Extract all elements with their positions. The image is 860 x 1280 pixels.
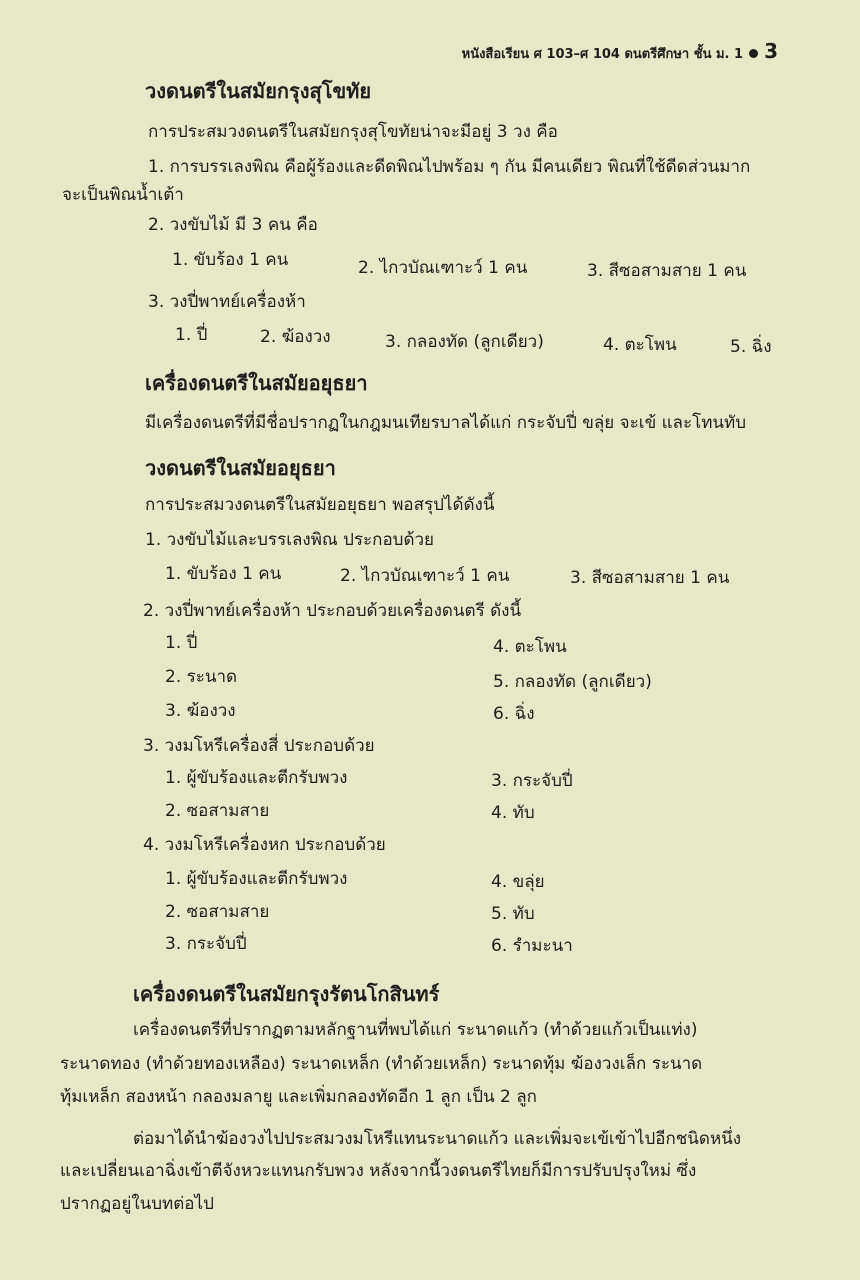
list-item: 3. ฆ้องวง (165, 701, 236, 721)
list-item: 6. ฉิ่ง (493, 704, 535, 724)
list-item: 3. กระจับปี่ (491, 771, 573, 791)
list-item: 3. วงมโหรีเครื่องสี่ ประกอบด้วย (143, 736, 375, 756)
list-item: 4. ตะโพน (603, 335, 677, 355)
list-item: 4. ขลุ่ย (491, 872, 545, 892)
list-item: 4. ตะโพน (493, 637, 567, 657)
page-number: 3 (764, 39, 778, 63)
list-item: 1. วงขับไม้และบรรเลงพิณ ประกอบด้วย (145, 530, 434, 550)
list-item: 4. วงมโหรีเครื่องหก ประกอบด้วย (143, 835, 386, 855)
paragraph: ทุ้มเหล็ก สองหน้า กลองมลายู และเพิ่มกลองทัดอีก 1 ลูก เป็น 2 ลูก (60, 1087, 537, 1107)
paragraph: เครื่องดนตรีที่ปรากฏตามหลักฐานที่พบได้แก่ ระนาดแก้ว (ทำด้วยแก้วเป็นแท่ง) (133, 1020, 698, 1040)
section-title-sukhothai-ensembles: วงดนตรีในสมัยกรุงสุโขทัย (145, 79, 372, 103)
list-item: 2. ระนาด (165, 667, 238, 687)
list-item: 2. ซอสามสาย (165, 902, 270, 922)
paragraph: จะเป็นพิณน้ำเต้า (62, 185, 184, 205)
list-item: 3. กระจับปี่ (165, 934, 247, 954)
list-item: 2. วงขับไม้ มี 3 คน คือ (148, 215, 318, 235)
paragraph: และเปลี่ยนเอาฉิ่งเข้าตีจังหวะแทนกรับพวง หลังจากนี้วงดนตรีไทยก็มีการปรับปรุงใหม่ ซึ่ง (60, 1161, 697, 1181)
list-item: 2. ซอสามสาย (165, 801, 270, 821)
paragraph: 1. การบรรเลงพิณ คือผู้ร้องและดีดพิณไปพร้อม ๆ กัน มีคนเดียว พิณที่ใช้ดีดส่วนมาก (148, 157, 751, 177)
paragraph: ระนาดทอง (ทำด้วยทองเหลือง) ระนาดเหล็ก (ทำด้วยเหล็ก) ระนาดทุ้ม ฆ้องวงเล็ก ระนาด (60, 1054, 703, 1074)
paragraph: ต่อมาได้นำฆ้องวงไปประสมวงมโหรีแทนระนาดแก้ว และเพิ่มจะเข้เข้าไปอีกชนิดหนึ่ง (133, 1129, 742, 1149)
paragraph: การประสมวงดนตรีในสมัยอยุธยา พอสรุปได้ดังนี้ (145, 495, 495, 515)
list-item: 3. สีซอสามสาย 1 คน (570, 568, 730, 588)
list-item: 2. ไกวบัณเฑาะว์ 1 คน (358, 258, 528, 278)
list-item: 3. กลองทัด (ลูกเดียว) (385, 332, 544, 352)
running-header (462, 40, 778, 66)
paragraph: ปรากฏอยู่ในบทต่อไป (60, 1194, 214, 1214)
list-item: 4. ทับ (491, 803, 535, 823)
list-item: 5. กลองทัด (ลูกเดียว) (493, 672, 652, 692)
list-item: 5. ฉิ่ง (730, 337, 772, 357)
list-item: 1. ปี่ (175, 325, 208, 345)
list-item: 1. ผู้ขับร้องและตีกรับพวง (165, 768, 348, 788)
list-item: 2. วงปี่พาทย์เครื่องห้า ประกอบด้วยเครื่องดนตรี ดังนี้ (143, 601, 522, 621)
list-item: 2. ฆ้องวง (260, 327, 331, 347)
list-item: 1. ขับร้อง 1 คน (165, 564, 282, 584)
section-title-ayutthaya-instruments: เครื่องดนตรีในสมัยอยุธยา (145, 371, 368, 395)
list-item: 5. ทับ (491, 904, 535, 924)
list-item: 1. ขับร้อง 1 คน (172, 250, 289, 270)
list-item: 1. ผู้ขับร้องและตีกรับพวง (165, 869, 348, 889)
section-title-ayutthaya-ensembles: วงดนตรีในสมัยอยุธยา (145, 456, 336, 480)
paragraph: การประสมวงดนตรีในสมัยกรุงสุโขทัยน่าจะมีอยู่ 3 วง คือ (148, 122, 558, 142)
list-item: 2. ไกวบัณเฑาะว์ 1 คน (340, 566, 510, 586)
bullet-dot (749, 49, 758, 58)
book-title: หนังสือเรียน ศ 103–ศ 104 ดนตรีศึกษา ชั้น ม. 1 (461, 47, 744, 62)
list-item: 3. สีซอสามสาย 1 คน (587, 261, 747, 281)
list-item: 3. วงปี่พาทย์เครื่องห้า (148, 292, 306, 312)
section-title-rattanakosin-instruments: เครื่องดนตรีในสมัยกรุงรัตนโกสินทร์ (133, 982, 440, 1006)
paragraph: มีเครื่องดนตรีที่มีชื่อปรากฏในกฎมนเทียรบาลได้แก่ กระจับปี่ ขลุ่ย จะเข้ และโทนทับ (145, 413, 747, 433)
list-item: 1. ปี่ (165, 633, 198, 653)
list-item: 6. รำมะนา (491, 936, 573, 956)
